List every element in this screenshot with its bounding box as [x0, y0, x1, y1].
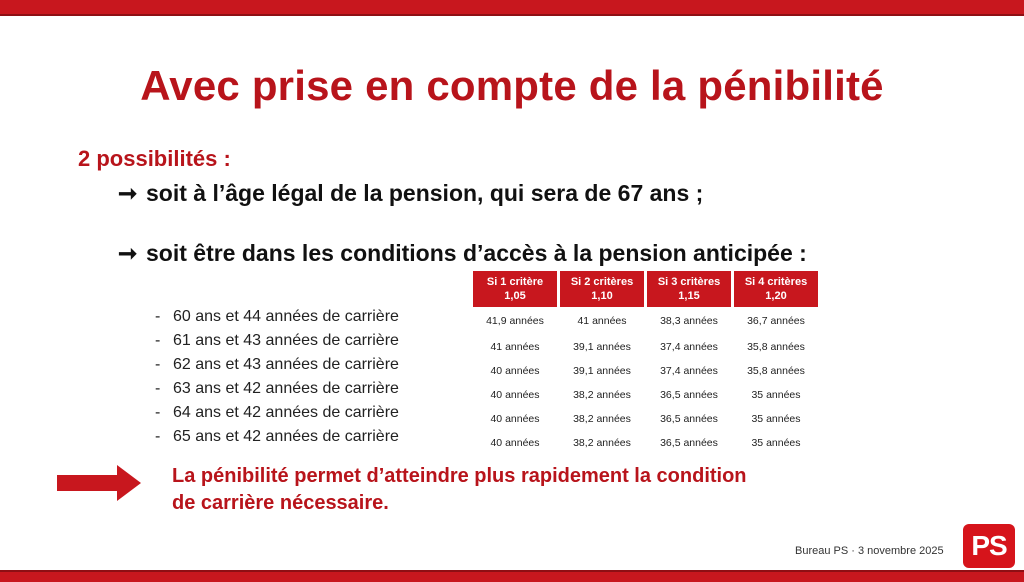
table-row	[473, 383, 818, 407]
ps-logo: PS	[963, 524, 1015, 568]
footer-text: Bureau PS · 3 novembre 2025	[795, 545, 944, 557]
list-item: - 64 ans et 42 années de carrière	[155, 404, 399, 421]
table-cell: 40 années	[490, 365, 540, 377]
slide-title: Avec prise en compte de la pénibilité	[140, 62, 884, 109]
table-row	[473, 407, 818, 431]
header-cell: Si 2 critères 1,10	[560, 271, 644, 307]
conclusion-text: La pénibilité permet d’atteindre plus rapidement la condition de carrière nécessaire.	[172, 465, 747, 514]
table-cell: 41 années	[490, 341, 540, 353]
career-conditions-list	[155, 305, 399, 449]
header-cell: Si 1 critère 1,05	[473, 271, 557, 307]
table-header-row	[473, 271, 818, 307]
table-cell: 35 années	[751, 437, 801, 449]
table-cell: 36,7 années	[747, 315, 805, 327]
list-item: - 61 ans et 43 années de carrière	[155, 332, 399, 349]
table-cell: 35 années	[751, 389, 801, 401]
possibilities-heading: 2 possibilités :	[78, 146, 231, 171]
top-band	[0, 0, 1024, 16]
option-text: soit à l’âge légal de la pension, qui sera de 67 ans ;	[146, 180, 704, 206]
table-cell: 36,5 années	[660, 437, 718, 449]
table-row	[473, 359, 818, 383]
list-item: - 60 ans et 44 années de carrière	[155, 308, 399, 325]
header-cell: Si 3 critères 1,15	[647, 271, 731, 307]
table-row	[473, 431, 818, 455]
list-item: - 65 ans et 42 années de carrière	[155, 428, 399, 445]
table-cell: 36,5 années	[660, 389, 718, 401]
table-cell: 37,4 années	[660, 341, 718, 353]
table-cell: 39,1 années	[573, 365, 631, 377]
option-legal-age	[118, 180, 703, 207]
arrow-icon: ➞	[118, 180, 138, 206]
table-cell: 40 années	[490, 413, 540, 425]
table-cell: 40 années	[490, 437, 540, 449]
table-cell: 37,4 années	[660, 365, 718, 377]
table-cell: 35,8 années	[747, 365, 805, 377]
table-cell: 35,8 années	[747, 341, 805, 353]
table-row	[473, 335, 818, 359]
table-cell: 38,3 années	[660, 315, 718, 327]
criteria-table	[470, 271, 821, 455]
table-cell: 41 années	[577, 315, 627, 327]
option-early-pension	[118, 240, 807, 267]
option-text: soit être dans les conditions d’accès à la pension anticipée :	[146, 240, 807, 266]
right-arrow-icon	[57, 465, 141, 501]
table-cell: 38,2 années	[573, 437, 631, 449]
table-row	[473, 307, 818, 335]
list-item: - 63 ans et 42 années de carrière	[155, 380, 399, 397]
table-cell: 38,2 années	[573, 413, 631, 425]
table-cell: 36,5 années	[660, 413, 718, 425]
table-cell: 39,1 années	[573, 341, 631, 353]
table-cell: 41,9 années	[486, 315, 544, 327]
table-cell: 38,2 années	[573, 389, 631, 401]
table-cell: 35 années	[751, 413, 801, 425]
table-cell: 40 années	[490, 389, 540, 401]
bottom-band	[0, 570, 1024, 582]
list-item: - 62 ans et 43 années de carrière	[155, 356, 399, 373]
arrow-icon: ➞	[118, 240, 138, 266]
header-cell: Si 4 critères 1,20	[734, 271, 818, 307]
